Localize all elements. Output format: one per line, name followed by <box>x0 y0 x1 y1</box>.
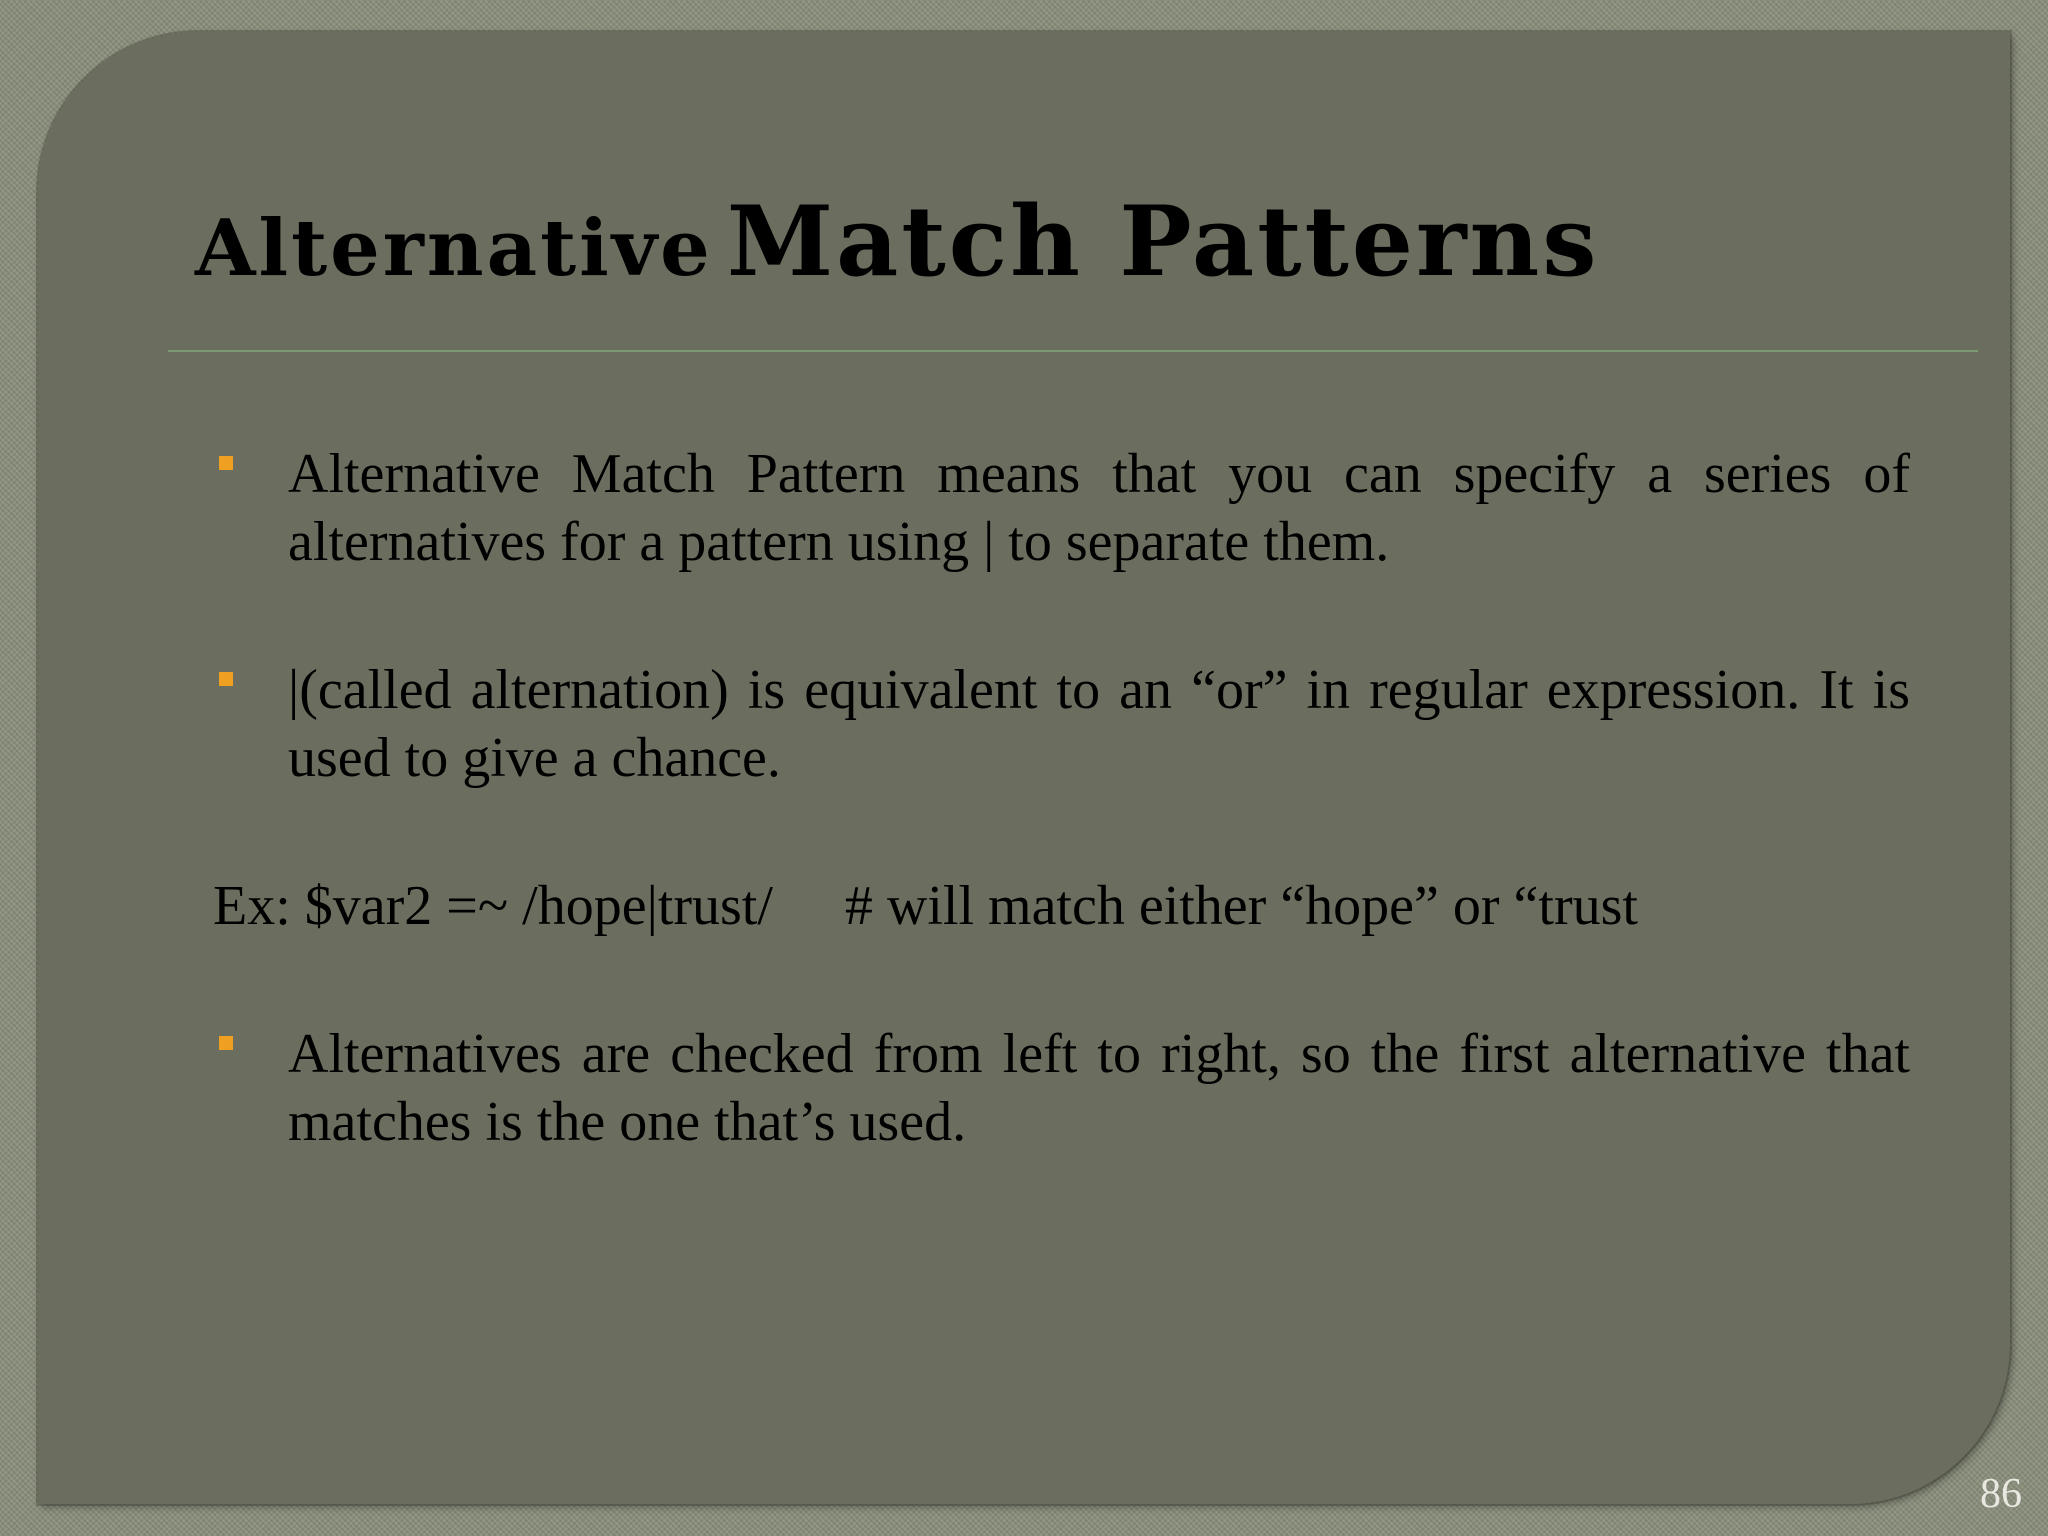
example-code: Ex: $var2 =~ /hope|trust/ <box>213 875 773 937</box>
title-part-2: Match Patterns <box>726 185 1600 298</box>
bullet-text: |(called alternation) is equivalent to an “or” in regular expression. It is used to give a chance. <box>288 659 1910 789</box>
slide-title <box>195 185 1600 298</box>
bullet-item <box>213 1020 1910 1156</box>
bullet-text: Alternatives are checked from left to right, so the first alternative that matches is the one that’s used. <box>288 1023 1910 1153</box>
title-divider <box>168 350 1978 352</box>
bullet-item <box>213 440 1910 576</box>
bullet-item <box>213 656 1910 792</box>
page-number: 86 <box>1980 1471 2022 1517</box>
example-comment: # will match either “hope” or “trust <box>844 875 1638 937</box>
example-line <box>213 872 1910 940</box>
square-bullet-icon <box>219 1036 233 1050</box>
square-bullet-icon <box>219 456 233 470</box>
slide-content <box>213 440 1910 1236</box>
square-bullet-icon <box>219 672 233 686</box>
slide-panel <box>38 32 2010 1504</box>
title-part-1: Alternative <box>195 203 713 294</box>
bullet-text: Alternative Match Pattern means that you can specify a series of alternatives for a pattern using | to separate them. <box>288 443 1910 573</box>
